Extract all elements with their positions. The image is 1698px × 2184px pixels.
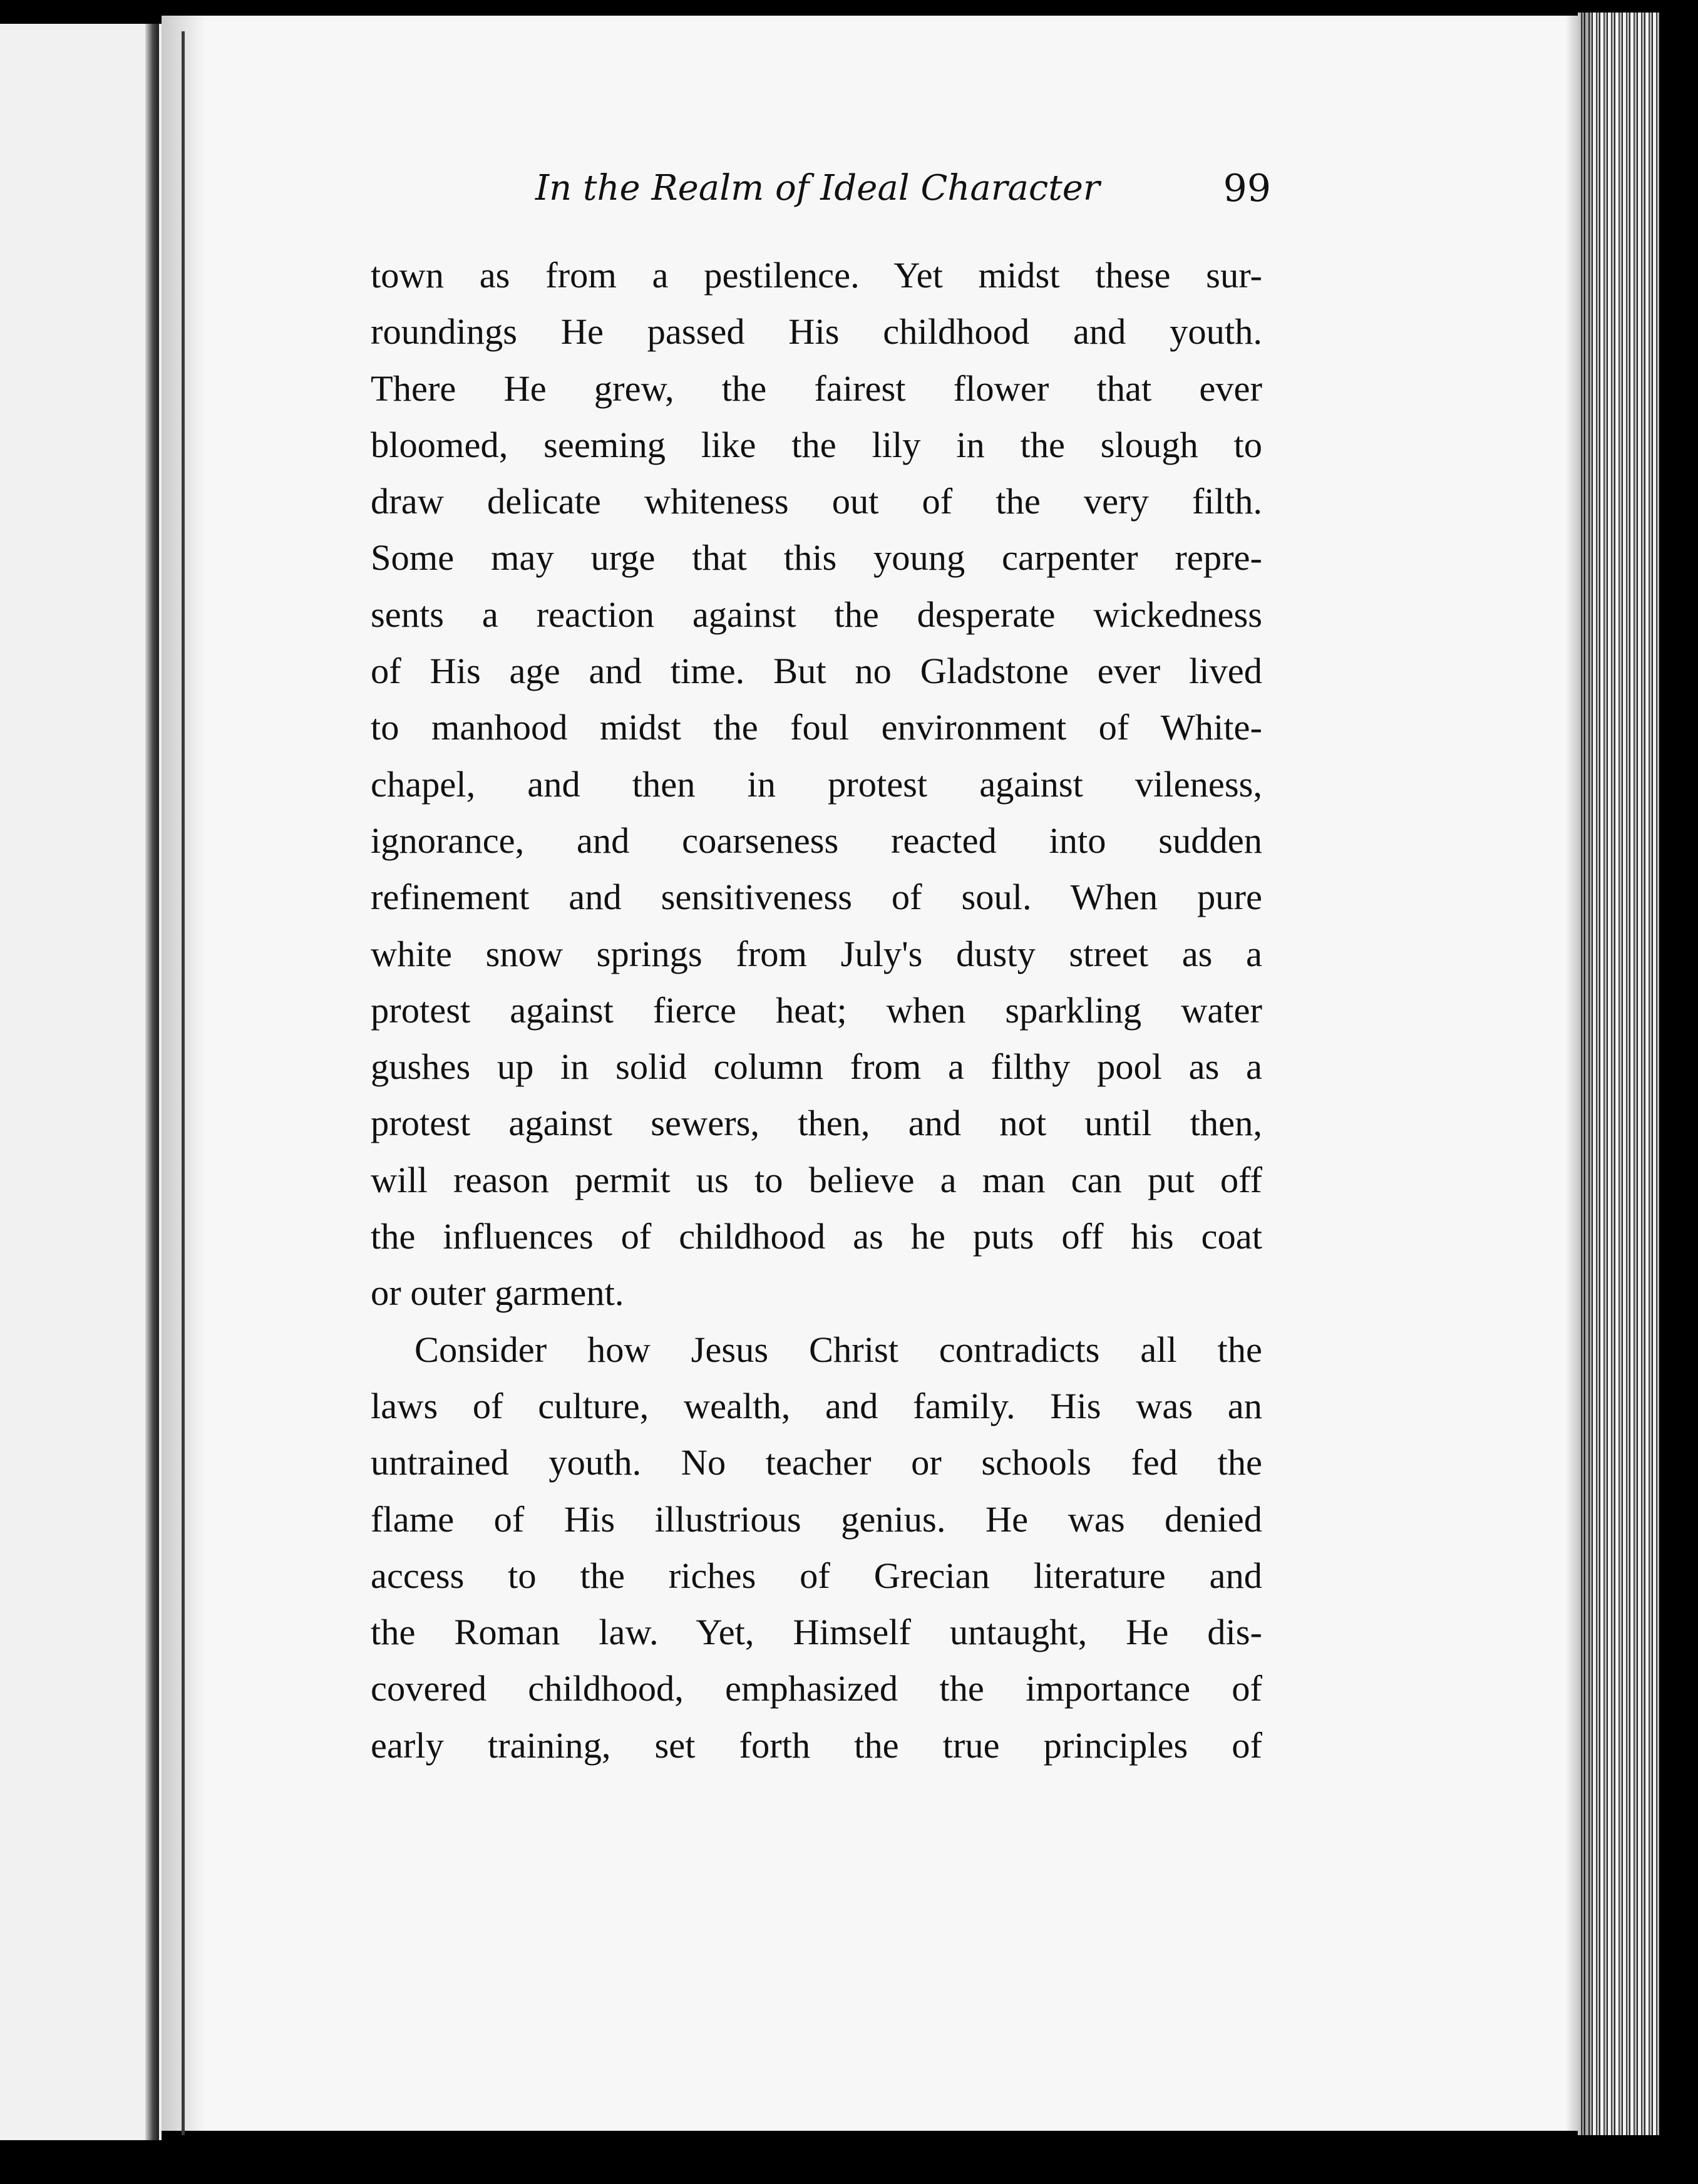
text-line: the Roman law. Yet, Himself untaught, He dis-: [371, 1612, 1262, 1653]
text-line: gushes up in solid column from a filthy pool as a: [371, 1046, 1262, 1088]
page-stack-shadow: [1565, 13, 1590, 2135]
text-line: will reason permit us to believe a man can put off: [371, 1159, 1262, 1200]
text-line: the influences of childhood as he puts off his coat: [371, 1216, 1262, 1257]
text-line: protest against sewers, then, and not until then,: [371, 1103, 1262, 1144]
text-line: of His age and time. But no Gladstone ever lived: [371, 651, 1262, 692]
binding-shadow: [145, 24, 159, 2140]
text-line: sents a reaction against the desperate wickedness: [371, 594, 1262, 635]
text-line: early training, set forth the true principles of: [371, 1724, 1262, 1766]
text-line: flame of His illustrious genius. He was denied: [371, 1498, 1262, 1540]
running-head: [376, 160, 1271, 217]
previous-page-edge: [0, 24, 162, 2140]
text-line: white snow springs from July's dusty street as a: [371, 933, 1262, 974]
text-line: Some may urge that this young carpenter repre-: [371, 537, 1262, 579]
gutter-line: [182, 31, 185, 2135]
text-line: bloomed, seeming like the lily in the slough to: [371, 424, 1262, 465]
text-line: chapel, and then in protest against vileness,: [371, 763, 1262, 805]
paragraph-1: [371, 247, 1262, 1322]
text-line: Consider how Jesus Christ contradicts all the: [414, 1329, 1262, 1370]
text-line: There He grew, the fairest flower that ever: [371, 368, 1262, 409]
text-line: roundings He passed His childhood and youth.: [371, 311, 1262, 353]
page-number: 99: [1223, 167, 1271, 210]
text-line: access to the riches of Grecian literature and: [371, 1555, 1262, 1596]
text-line: to manhood midst the foul environment of White-: [371, 707, 1262, 748]
text-line: or outer garment.: [371, 1272, 624, 1314]
paragraph-2: [371, 1322, 1262, 1774]
running-title: In the Realm of Ideal Character: [535, 168, 1100, 209]
text-line: protest against fierce heat; when sparkling water: [371, 989, 1262, 1031]
body-text: [371, 247, 1262, 1774]
text-line: draw delicate whiteness out of the very filth.: [371, 481, 1262, 522]
text-line: covered childhood, emphasized the importance of: [371, 1668, 1262, 1709]
text-line: town as from a pestilence. Yet midst these sur-: [371, 255, 1262, 296]
text-line: ignorance, and coarseness reacted into sudden: [371, 820, 1262, 861]
text-line: refinement and sensitiveness of soul. When pure: [371, 877, 1262, 918]
text-line: laws of culture, wealth, and family. His was an: [371, 1385, 1262, 1426]
text-line: untrained youth. No teacher or schools fed the: [371, 1442, 1262, 1483]
